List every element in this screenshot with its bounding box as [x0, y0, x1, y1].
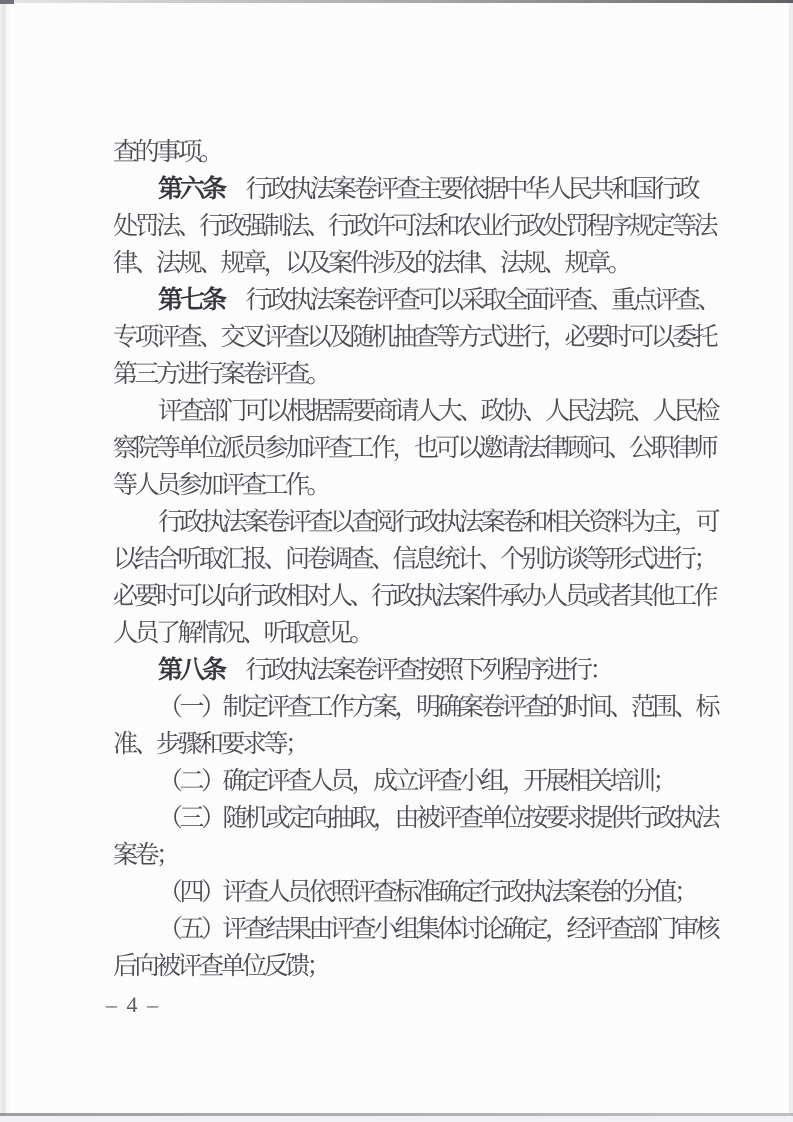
text-segment: 专项评查、交叉评查以及随机抽查等方式进行，必要时可以委托	[113, 324, 716, 351]
text-line	[113, 171, 713, 208]
text-segment: 行政执法案卷评查主要依据中华人民共和国行政	[224, 176, 698, 203]
text-line	[113, 874, 713, 911]
document-text	[113, 134, 719, 985]
text-segment: （一）制定评查工作方案，明确案卷评查的时间、范围、标	[158, 694, 718, 721]
text-line	[113, 356, 713, 393]
scan-edge-bottom-band	[0, 1116, 793, 1122]
page-number: – 4 –	[106, 992, 160, 1017]
scan-edge-left	[0, 0, 10, 1122]
text-segment: 以结合听取汇报、问卷调查、信息统计、个别访谈等形式进行；	[113, 546, 716, 573]
text-segment: 处罚法、行政强制法、行政许可法和农业行政处罚程序规定等法	[113, 213, 716, 240]
text-segment: （五）评查结果由评查小组集体讨论确定，经评查部门审核	[158, 916, 718, 943]
text-segment: （四）评查人员依照评查标准确定行政执法案卷的分值；	[158, 879, 696, 906]
text-line	[113, 504, 718, 541]
text-line	[113, 282, 719, 319]
text-segment: 案卷；	[113, 842, 178, 869]
text-line	[113, 652, 713, 689]
text-segment: 后向被评查单位反馈；	[113, 953, 329, 980]
text-line	[113, 763, 713, 800]
text-segment: 第三方进行案卷评查。	[113, 361, 329, 388]
text-line	[113, 467, 713, 504]
text-line	[113, 800, 718, 837]
text-segment: 人员了解情况、听取意见。	[113, 620, 372, 647]
text-segment: 行政执法案卷评查按照下列程序进行：	[224, 657, 612, 684]
text-line	[113, 948, 713, 985]
text-segment: 准、步骤和要求等；	[113, 731, 307, 758]
text-line	[113, 689, 718, 726]
text-line	[113, 837, 713, 874]
text-line	[113, 430, 716, 467]
article-heading: 第六条	[158, 175, 225, 203]
text-segment: （二）确定评查人员，成立评查小组，开展相关培训；	[158, 768, 675, 795]
text-segment: 等人员参加评查工作。	[113, 472, 329, 499]
article-heading: 第七条	[158, 286, 225, 314]
text-line	[113, 615, 713, 652]
scan-edge-right	[789, 0, 793, 1122]
text-segment: 查的事项。	[113, 139, 221, 166]
text-segment: 律、法规、规章，以及案件涉及的法律、法规、规章。	[113, 250, 630, 277]
text-line	[113, 319, 716, 356]
text-line	[113, 578, 716, 615]
text-line	[113, 911, 718, 948]
text-line	[113, 208, 716, 245]
text-line	[113, 393, 718, 430]
scan-edge-top	[0, 0, 793, 3]
text-line	[113, 726, 713, 763]
article-heading: 第八条	[158, 656, 225, 684]
text-line	[113, 541, 716, 578]
text-segment: 行政执法案卷评查可以采取全面评查、重点评查、	[224, 287, 719, 314]
scan-edge-top-left-notch	[0, 0, 14, 4]
text-segment: 察院等单位派员参加评查工作，也可以邀请法律顾问、公职律师	[113, 435, 716, 462]
text-segment: 行政执法案卷评查以查阅行政执法案卷和相关资料为主，可	[158, 509, 718, 536]
text-line	[113, 134, 713, 171]
text-line	[113, 245, 713, 282]
text-segment: 必要时可以向行政相对人、行政执法案件承办人员或者其他工作	[113, 583, 716, 610]
text-segment: 评查部门可以根据需要商请人大、政协、人民法院、人民检	[158, 398, 718, 425]
text-segment: （三）随机或定向抽取，由被评查单位按要求提供行政执法	[158, 805, 718, 832]
